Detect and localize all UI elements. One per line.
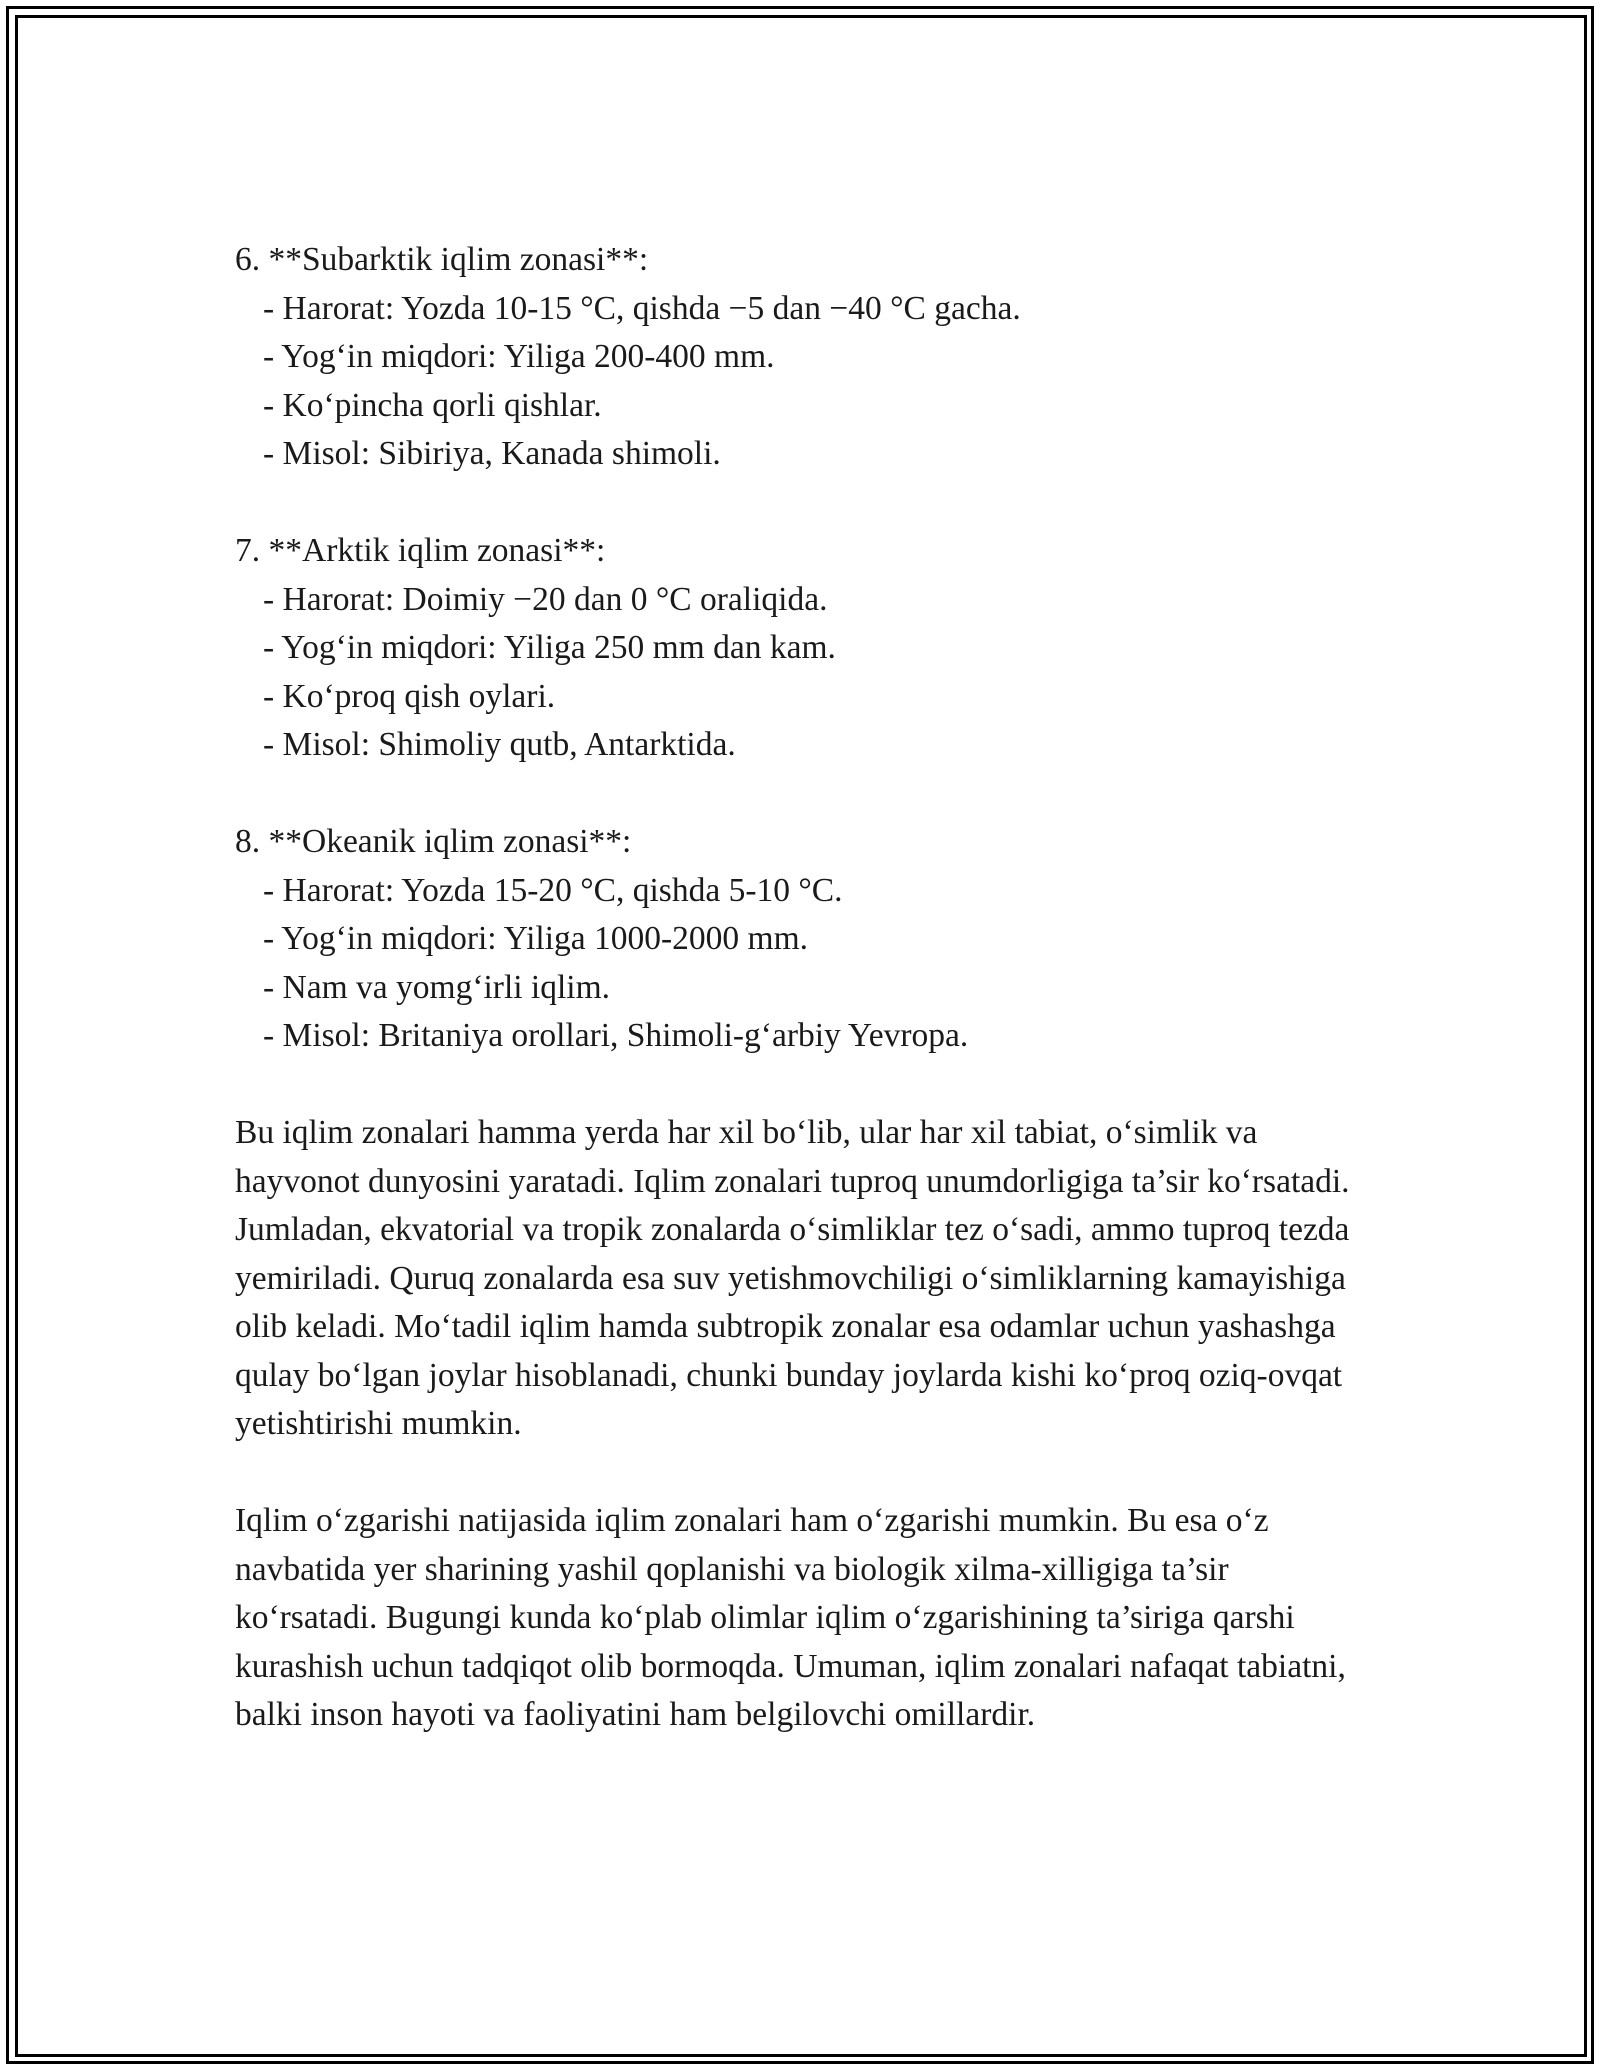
list-item: - Misol: Britaniya orollari, Shimoli-g‘arbiy Yevropa.	[263, 1017, 969, 1054]
zone-details-list	[235, 285, 1375, 479]
zone-oceanic	[235, 818, 1375, 1061]
list-item: - Misol: Sibiriya, Kanada shimoli.	[263, 435, 721, 472]
list-item: - Ko‘pincha qorli qishlar.	[263, 386, 602, 424]
list-item: - Ko‘proq qish oylari.	[263, 677, 556, 715]
list-item: - Yog‘in miqdori: Yiliga 250 mm dan kam.	[263, 629, 836, 666]
list-item: - Harorat: Yozda 15-20 °C, qishda 5-10 °C.	[263, 871, 843, 909]
zone-title: 8. **Okeanik iqlim zonasi**:	[235, 823, 632, 860]
paragraph-zone-effects: Bu iqlim zonalari hamma yerda har xil bo‘lib, ular har xil tabiat, o‘simlik va hayvonot dunyosini yaratadi. Iqlim zonalari tuproq unumdorligiga ta’sir ko‘rsatadi. Jumladan, ekvatorial va tropik zonalarda o‘simliklar tez o‘sadi, ammo tuproq tezda yemiriladi. Quruq zonalarda esa suv yetishmovchiligi o‘simliklarning kamayishiga olib keladi. Mo‘tadil iqlim hamda subtropik zonalar esa odamlar uchun yashashga qulay bo‘lgan joylar hisoblanadi, chunki bunday joylarda kishi ko‘proq oziq-ovqat yetishtirishi mumkin.	[235, 1114, 1350, 1442]
document-body	[235, 236, 1375, 1788]
zone-details-list	[235, 867, 1375, 1061]
zone-title: 6. **Subarktik iqlim zonasi**:	[235, 241, 649, 278]
zone-title: 7. **Arktik iqlim zonasi**:	[235, 532, 606, 569]
list-item: - Harorat: Yozda 10-15 °C, qishda −5 dan −40 °C gacha.	[263, 289, 1021, 327]
zone-arctic	[235, 527, 1375, 770]
zone-subarctic	[235, 236, 1375, 479]
zone-details-list	[235, 576, 1375, 770]
paragraph-climate-change: Iqlim o‘zgarishi natijasida iqlim zonalari ham o‘zgarishi mumkin. Bu esa o‘z navbatida yer sharining yashil qoplanishi va biologik xilma-xilligiga ta’sir ko‘rsatadi. Bugungi kunda ko‘plab olimlar iqlim o‘zgarishining ta’siriga qarshi kurashish uchun tadqiqot olib bormoqda. Umuman, iqlim zonalari nafaqat tabiatni, balki inson hayoti va faoliyatini ham belgilovchi omillardir.	[235, 1502, 1346, 1733]
list-item: - Harorat: Doimiy −20 dan 0 °C oraliqida.	[263, 580, 828, 618]
list-item: - Yog‘in miqdori: Yiliga 200-400 mm.	[263, 338, 775, 375]
list-item: - Yog‘in miqdori: Yiliga 1000-2000 mm.	[263, 920, 809, 957]
list-item: - Misol: Shimoliy qutb, Antarktida.	[263, 726, 736, 763]
list-item: - Nam va yomg‘irli iqlim.	[263, 968, 611, 1006]
